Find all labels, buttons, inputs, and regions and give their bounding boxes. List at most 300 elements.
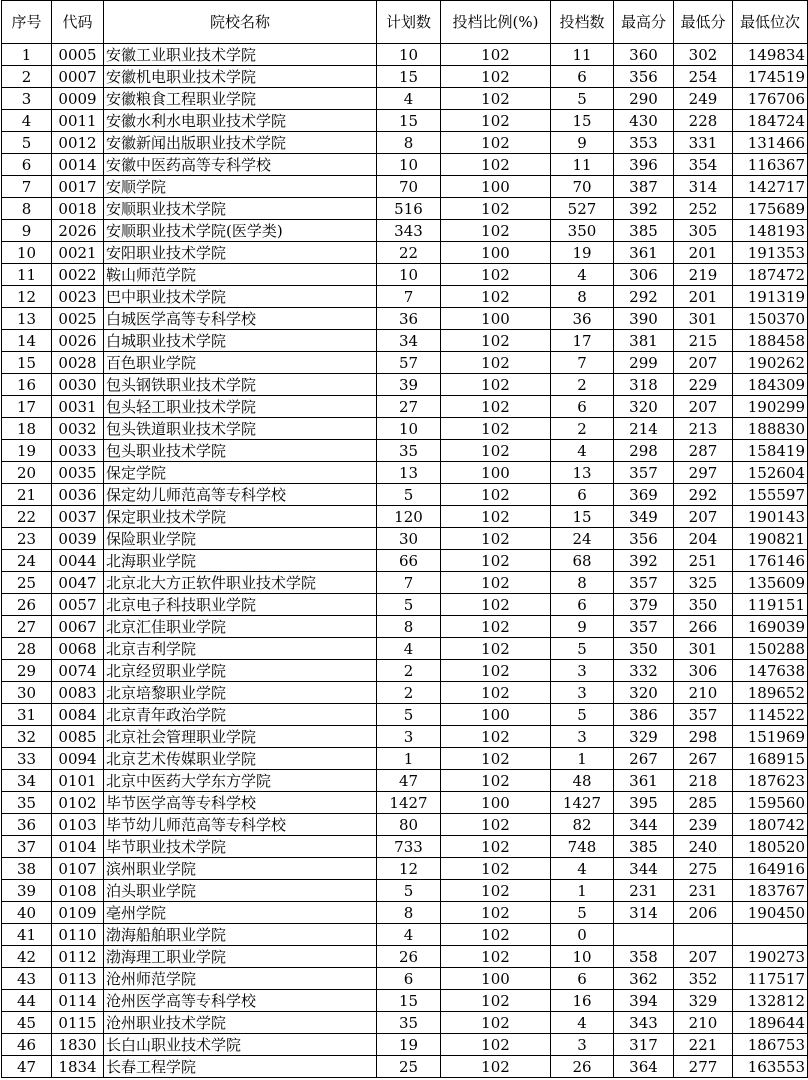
code-cell: 0083 — [52, 682, 104, 704]
table-row — [2, 968, 808, 990]
plan-count-cell: 66 — [377, 550, 441, 572]
table-row — [2, 572, 808, 594]
seq-cell: 36 — [2, 814, 52, 836]
seq-cell: 42 — [2, 946, 52, 968]
filed-count-cell: 9 — [551, 132, 614, 154]
code-cell: 0068 — [52, 638, 104, 660]
max-score-cell: 231 — [614, 880, 674, 902]
school-name-cell: 沧州师范学院 — [104, 968, 377, 990]
plan-count-cell: 10 — [377, 418, 441, 440]
code-cell: 0022 — [52, 264, 104, 286]
filed-count-cell: 15 — [551, 506, 614, 528]
max-score-cell — [614, 924, 674, 946]
table-row — [2, 1034, 808, 1056]
table-row — [2, 242, 808, 264]
filed-count-cell: 5 — [551, 88, 614, 110]
table-row — [2, 550, 808, 572]
table-row — [2, 88, 808, 110]
table-row — [2, 264, 808, 286]
seq-cell: 45 — [2, 1012, 52, 1034]
min-rank-cell: 150288 — [733, 638, 808, 660]
min-score-cell: 301 — [674, 638, 733, 660]
seq-cell: 19 — [2, 440, 52, 462]
min-score-cell: 266 — [674, 616, 733, 638]
plan-count-cell: 70 — [377, 176, 441, 198]
min-rank-cell: 159560 — [733, 792, 808, 814]
seq-cell: 8 — [2, 198, 52, 220]
code-cell: 0025 — [52, 308, 104, 330]
ratio-cell: 102 — [441, 198, 551, 220]
filed-count-cell: 1 — [551, 880, 614, 902]
ratio-cell: 100 — [441, 792, 551, 814]
min-score-cell: 249 — [674, 88, 733, 110]
filed-count-cell: 7 — [551, 352, 614, 374]
plan-count-cell: 8 — [377, 902, 441, 924]
table-row — [2, 990, 808, 1012]
seq-cell: 47 — [2, 1056, 52, 1078]
seq-cell: 2 — [2, 66, 52, 88]
code-cell: 2026 — [52, 220, 104, 242]
table-row — [2, 440, 808, 462]
min-score-cell: 275 — [674, 858, 733, 880]
table-row — [2, 220, 808, 242]
min-rank-cell: 184724 — [733, 110, 808, 132]
school-name-cell: 安顺职业技术学院 — [104, 198, 377, 220]
plan-count-cell: 30 — [377, 528, 441, 550]
min-rank-cell: 132812 — [733, 990, 808, 1012]
ratio-cell: 102 — [441, 330, 551, 352]
max-score-cell: 306 — [614, 264, 674, 286]
code-cell: 0026 — [52, 330, 104, 352]
min-score-cell: 357 — [674, 704, 733, 726]
code-cell: 1834 — [52, 1056, 104, 1078]
ratio-cell: 102 — [441, 66, 551, 88]
plan-count-cell: 733 — [377, 836, 441, 858]
header-row — [2, 1, 808, 44]
max-score-cell: 430 — [614, 110, 674, 132]
min-rank-cell: 158419 — [733, 440, 808, 462]
plan-count-cell: 1 — [377, 748, 441, 770]
seq-cell: 3 — [2, 88, 52, 110]
table-row — [2, 946, 808, 968]
min-rank-cell: 176706 — [733, 88, 808, 110]
filed-count-cell: 1 — [551, 748, 614, 770]
seq-cell: 40 — [2, 902, 52, 924]
seq-cell: 32 — [2, 726, 52, 748]
min-score-cell: 285 — [674, 792, 733, 814]
header-seq: 序号 — [2, 1, 52, 44]
school-name-cell: 北京中医药大学东方学院 — [104, 770, 377, 792]
filed-count-cell: 6 — [551, 66, 614, 88]
filed-count-cell: 10 — [551, 946, 614, 968]
plan-count-cell: 34 — [377, 330, 441, 352]
seq-cell: 43 — [2, 968, 52, 990]
school-name-cell: 北海职业学院 — [104, 550, 377, 572]
filed-count-cell: 6 — [551, 968, 614, 990]
min-rank-cell: 187623 — [733, 770, 808, 792]
school-name-cell: 北京汇佳职业学院 — [104, 616, 377, 638]
max-score-cell: 360 — [614, 44, 674, 66]
school-name-cell: 长白山职业技术学院 — [104, 1034, 377, 1056]
plan-count-cell: 4 — [377, 88, 441, 110]
min-score-cell: 354 — [674, 154, 733, 176]
ratio-cell: 102 — [441, 770, 551, 792]
school-name-cell: 沧州医学高等专科学校 — [104, 990, 377, 1012]
plan-count-cell: 6 — [377, 968, 441, 990]
plan-count-cell: 5 — [377, 880, 441, 902]
plan-count-cell: 120 — [377, 506, 441, 528]
ratio-cell: 100 — [441, 462, 551, 484]
ratio-cell: 102 — [441, 220, 551, 242]
plan-count-cell: 4 — [377, 638, 441, 660]
max-score-cell: 392 — [614, 550, 674, 572]
table-row — [2, 594, 808, 616]
plan-count-cell: 80 — [377, 814, 441, 836]
seq-cell: 4 — [2, 110, 52, 132]
ratio-cell: 102 — [441, 352, 551, 374]
filed-count-cell: 5 — [551, 704, 614, 726]
code-cell: 0113 — [52, 968, 104, 990]
table-row — [2, 726, 808, 748]
seq-cell: 15 — [2, 352, 52, 374]
admission-table — [1, 0, 808, 1078]
plan-count-cell: 47 — [377, 770, 441, 792]
header-min-score: 最低分 — [674, 1, 733, 44]
seq-cell: 6 — [2, 154, 52, 176]
filed-count-cell: 748 — [551, 836, 614, 858]
seq-cell: 9 — [2, 220, 52, 242]
plan-count-cell: 35 — [377, 1012, 441, 1034]
table-row — [2, 44, 808, 66]
min-score-cell: 215 — [674, 330, 733, 352]
code-cell: 0112 — [52, 946, 104, 968]
min-rank-cell: 180742 — [733, 814, 808, 836]
code-cell: 0057 — [52, 594, 104, 616]
code-cell: 0044 — [52, 550, 104, 572]
ratio-cell: 102 — [441, 1056, 551, 1078]
min-rank-cell: 142717 — [733, 176, 808, 198]
ratio-cell: 102 — [441, 88, 551, 110]
min-score-cell: 207 — [674, 352, 733, 374]
seq-cell: 31 — [2, 704, 52, 726]
table-row — [2, 704, 808, 726]
ratio-cell: 102 — [441, 726, 551, 748]
school-name-cell: 包头铁道职业技术学院 — [104, 418, 377, 440]
ratio-cell: 100 — [441, 308, 551, 330]
ratio-cell: 102 — [441, 44, 551, 66]
code-cell: 0102 — [52, 792, 104, 814]
filed-count-cell: 3 — [551, 1034, 614, 1056]
plan-count-cell: 343 — [377, 220, 441, 242]
max-score-cell: 358 — [614, 946, 674, 968]
code-cell: 0005 — [52, 44, 104, 66]
table-row — [2, 638, 808, 660]
school-name-cell: 安顺学院 — [104, 176, 377, 198]
table-row — [2, 1012, 808, 1034]
min-rank-cell: 148193 — [733, 220, 808, 242]
ratio-cell: 102 — [441, 154, 551, 176]
min-score-cell: 207 — [674, 506, 733, 528]
filed-count-cell: 15 — [551, 110, 614, 132]
min-score-cell: 287 — [674, 440, 733, 462]
plan-count-cell: 3 — [377, 726, 441, 748]
code-cell: 0074 — [52, 660, 104, 682]
min-rank-cell: 116367 — [733, 154, 808, 176]
seq-cell: 22 — [2, 506, 52, 528]
plan-count-cell: 19 — [377, 1034, 441, 1056]
ratio-cell: 102 — [441, 814, 551, 836]
max-score-cell: 344 — [614, 858, 674, 880]
seq-cell: 41 — [2, 924, 52, 946]
school-name-cell: 渤海船舶职业学院 — [104, 924, 377, 946]
ratio-cell: 102 — [441, 638, 551, 660]
school-name-cell: 毕节幼儿师范高等专科学校 — [104, 814, 377, 836]
school-name-cell: 亳州学院 — [104, 902, 377, 924]
max-score-cell: 385 — [614, 220, 674, 242]
school-name-cell: 毕节医学高等专科学校 — [104, 792, 377, 814]
max-score-cell: 369 — [614, 484, 674, 506]
min-rank-cell: 135609 — [733, 572, 808, 594]
code-cell: 0036 — [52, 484, 104, 506]
table-row — [2, 858, 808, 880]
plan-count-cell: 15 — [377, 110, 441, 132]
school-name-cell: 安徽粮食工程职业学院 — [104, 88, 377, 110]
max-score-cell: 385 — [614, 836, 674, 858]
plan-count-cell: 4 — [377, 924, 441, 946]
min-rank-cell: 191353 — [733, 242, 808, 264]
max-score-cell: 392 — [614, 198, 674, 220]
min-score-cell: 204 — [674, 528, 733, 550]
min-rank-cell: 190821 — [733, 528, 808, 550]
filed-count-cell: 70 — [551, 176, 614, 198]
code-cell: 0035 — [52, 462, 104, 484]
max-score-cell: 394 — [614, 990, 674, 1012]
school-name-cell: 北京社会管理职业学院 — [104, 726, 377, 748]
min-score-cell: 213 — [674, 418, 733, 440]
min-rank-cell: 119151 — [733, 594, 808, 616]
filed-count-cell: 4 — [551, 1012, 614, 1034]
min-score-cell: 331 — [674, 132, 733, 154]
school-name-cell: 滨州职业学院 — [104, 858, 377, 880]
min-rank-cell: 155597 — [733, 484, 808, 506]
table-row — [2, 330, 808, 352]
ratio-cell: 102 — [441, 660, 551, 682]
school-name-cell: 渤海理工职业学院 — [104, 946, 377, 968]
min-score-cell: 229 — [674, 374, 733, 396]
code-cell: 0037 — [52, 506, 104, 528]
seq-cell: 39 — [2, 880, 52, 902]
filed-count-cell: 19 — [551, 242, 614, 264]
seq-cell: 1 — [2, 44, 52, 66]
code-cell: 0014 — [52, 154, 104, 176]
code-cell: 0031 — [52, 396, 104, 418]
min-score-cell: 297 — [674, 462, 733, 484]
plan-count-cell: 12 — [377, 858, 441, 880]
min-score-cell: 298 — [674, 726, 733, 748]
seq-cell: 10 — [2, 242, 52, 264]
filed-count-cell: 82 — [551, 814, 614, 836]
school-name-cell: 包头轻工职业技术学院 — [104, 396, 377, 418]
table-row — [2, 792, 808, 814]
max-score-cell: 361 — [614, 770, 674, 792]
table-row — [2, 484, 808, 506]
header-max-score: 最高分 — [614, 1, 674, 44]
min-rank-cell: 180520 — [733, 836, 808, 858]
filed-count-cell: 17 — [551, 330, 614, 352]
school-name-cell: 安徽水利水电职业技术学院 — [104, 110, 377, 132]
filed-count-cell: 0 — [551, 924, 614, 946]
max-score-cell: 395 — [614, 792, 674, 814]
school-name-cell: 沧州职业技术学院 — [104, 1012, 377, 1034]
max-score-cell: 318 — [614, 374, 674, 396]
code-cell: 0114 — [52, 990, 104, 1012]
ratio-cell: 100 — [441, 242, 551, 264]
code-cell: 0067 — [52, 616, 104, 638]
seq-cell: 33 — [2, 748, 52, 770]
table-row — [2, 770, 808, 792]
school-name-cell: 保险职业学院 — [104, 528, 377, 550]
min-score-cell: 201 — [674, 242, 733, 264]
ratio-cell: 102 — [441, 418, 551, 440]
seq-cell: 14 — [2, 330, 52, 352]
max-score-cell: 349 — [614, 506, 674, 528]
min-rank-cell: 150370 — [733, 308, 808, 330]
code-cell: 0110 — [52, 924, 104, 946]
code-cell: 0107 — [52, 858, 104, 880]
seq-cell: 44 — [2, 990, 52, 1012]
plan-count-cell: 15 — [377, 66, 441, 88]
plan-count-cell: 2 — [377, 682, 441, 704]
min-rank-cell: 186753 — [733, 1034, 808, 1056]
min-rank-cell: 190299 — [733, 396, 808, 418]
plan-count-cell: 10 — [377, 264, 441, 286]
code-cell: 0039 — [52, 528, 104, 550]
table-row — [2, 198, 808, 220]
min-score-cell: 352 — [674, 968, 733, 990]
min-score-cell: 210 — [674, 1012, 733, 1034]
plan-count-cell: 25 — [377, 1056, 441, 1078]
max-score-cell: 314 — [614, 902, 674, 924]
code-cell: 0009 — [52, 88, 104, 110]
min-rank-cell — [733, 924, 808, 946]
ratio-cell: 102 — [441, 748, 551, 770]
school-name-cell: 白城医学高等专科学校 — [104, 308, 377, 330]
plan-count-cell: 8 — [377, 132, 441, 154]
seq-cell: 30 — [2, 682, 52, 704]
filed-count-cell: 5 — [551, 902, 614, 924]
ratio-cell: 102 — [441, 440, 551, 462]
seq-cell: 17 — [2, 396, 52, 418]
min-score-cell: 302 — [674, 44, 733, 66]
filed-count-cell: 6 — [551, 594, 614, 616]
min-score-cell: 314 — [674, 176, 733, 198]
code-cell: 0047 — [52, 572, 104, 594]
filed-count-cell: 8 — [551, 286, 614, 308]
ratio-cell: 102 — [441, 616, 551, 638]
plan-count-cell: 516 — [377, 198, 441, 220]
school-name-cell: 北京培黎职业学院 — [104, 682, 377, 704]
min-score-cell: 221 — [674, 1034, 733, 1056]
max-score-cell: 353 — [614, 132, 674, 154]
max-score-cell: 356 — [614, 66, 674, 88]
seq-cell: 24 — [2, 550, 52, 572]
filed-count-cell: 5 — [551, 638, 614, 660]
seq-cell: 46 — [2, 1034, 52, 1056]
code-cell: 0032 — [52, 418, 104, 440]
header-ratio: 投档比例(%) — [441, 1, 551, 44]
table-row — [2, 506, 808, 528]
code-cell: 0023 — [52, 286, 104, 308]
min-rank-cell: 114522 — [733, 704, 808, 726]
max-score-cell: 357 — [614, 616, 674, 638]
plan-count-cell: 7 — [377, 286, 441, 308]
ratio-cell: 102 — [441, 836, 551, 858]
plan-count-cell: 8 — [377, 616, 441, 638]
table-row — [2, 660, 808, 682]
plan-count-cell: 5 — [377, 704, 441, 726]
min-rank-cell: 168915 — [733, 748, 808, 770]
header-min-rank: 最低位次 — [733, 1, 808, 44]
ratio-cell: 100 — [441, 968, 551, 990]
ratio-cell: 102 — [441, 550, 551, 572]
code-cell: 0094 — [52, 748, 104, 770]
table-row — [2, 374, 808, 396]
min-rank-cell: 184309 — [733, 374, 808, 396]
max-score-cell: 387 — [614, 176, 674, 198]
filed-count-cell: 68 — [551, 550, 614, 572]
max-score-cell: 320 — [614, 682, 674, 704]
max-score-cell: 343 — [614, 1012, 674, 1034]
plan-count-cell: 7 — [377, 572, 441, 594]
table-row — [2, 836, 808, 858]
table-row — [2, 814, 808, 836]
min-rank-cell: 152604 — [733, 462, 808, 484]
filed-count-cell: 1427 — [551, 792, 614, 814]
min-rank-cell: 189652 — [733, 682, 808, 704]
min-score-cell: 329 — [674, 990, 733, 1012]
min-score-cell: 305 — [674, 220, 733, 242]
code-cell: 0030 — [52, 374, 104, 396]
seq-cell: 16 — [2, 374, 52, 396]
min-rank-cell: 151969 — [733, 726, 808, 748]
seq-cell: 5 — [2, 132, 52, 154]
ratio-cell: 102 — [441, 594, 551, 616]
plan-count-cell: 22 — [377, 242, 441, 264]
code-cell: 0007 — [52, 66, 104, 88]
filed-count-cell: 3 — [551, 726, 614, 748]
school-name-cell: 保定学院 — [104, 462, 377, 484]
min-score-cell: 239 — [674, 814, 733, 836]
code-cell: 0109 — [52, 902, 104, 924]
code-cell: 0021 — [52, 242, 104, 264]
min-score-cell: 210 — [674, 682, 733, 704]
plan-count-cell: 10 — [377, 44, 441, 66]
min-rank-cell: 190273 — [733, 946, 808, 968]
max-score-cell: 317 — [614, 1034, 674, 1056]
max-score-cell: 292 — [614, 286, 674, 308]
min-rank-cell: 190262 — [733, 352, 808, 374]
min-rank-cell: 188458 — [733, 330, 808, 352]
ratio-cell: 102 — [441, 484, 551, 506]
header-filed-count: 投档数 — [551, 1, 614, 44]
filed-count-cell: 3 — [551, 660, 614, 682]
min-score-cell: 207 — [674, 396, 733, 418]
code-cell: 0104 — [52, 836, 104, 858]
ratio-cell: 102 — [441, 1034, 551, 1056]
min-rank-cell: 176146 — [733, 550, 808, 572]
seq-cell: 7 — [2, 176, 52, 198]
min-score-cell: 219 — [674, 264, 733, 286]
